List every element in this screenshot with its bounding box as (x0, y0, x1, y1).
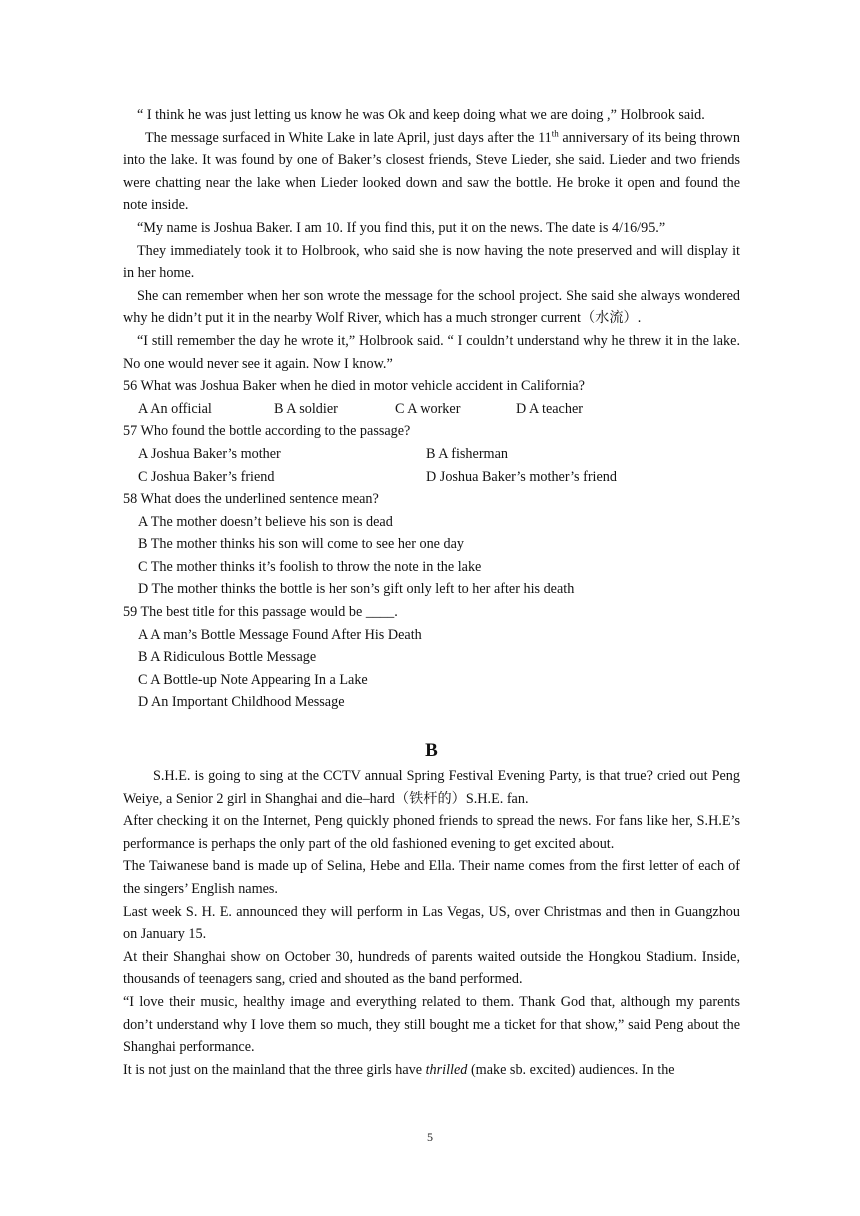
question-stem: 56 What was Joshua Baker when he died in motor vehicle accident in California? (123, 378, 585, 395)
question-options (123, 624, 740, 714)
text-run: (make sb. excited) audiences. In the (467, 1061, 675, 1078)
question-stem: 59 The best title for this passage would be ____. (123, 604, 398, 621)
question-options (123, 511, 740, 601)
italic-term: thrilled (425, 1061, 468, 1078)
option: A The mother doesn’t believe his son is dead (138, 513, 393, 530)
paragraph: At their Shanghai show on October 30, hundreds of parents waited outside the Hongkou Stadium. Inside, thousands of teenagers sang, cried and shouted as the band performed. (123, 948, 740, 988)
option: C The mother thinks it’s foolish to throw the note in the lake (138, 558, 482, 575)
option: C A Bottle-up Note Appearing In a Lake (138, 671, 368, 688)
page-number: 5 (427, 1130, 433, 1144)
paragraph (123, 1059, 740, 1082)
option: D A teacher (516, 400, 583, 417)
paragraph: After checking it on the Internet, Peng quickly phoned friends to spread the news. For fans like her, S.H.E’s performance is perhaps the only part of the old fashioned evening to get excited about. (123, 813, 740, 852)
option: B A fisherman (426, 445, 508, 462)
paragraph: “ I think he was just letting us know he was Ok and keep doing what we are doing ,” Holbrook said. (137, 107, 705, 123)
text-run: anniversary of its being thrown into the lake. It was found by one of Baker’s closest friends, Steve Lieder, she said. Lieder and two friends were chatting near the lake when Lieder looked down and saw the bottle. He broke it open and found the note inside. (123, 129, 740, 214)
text-run: The message surfaced in White Lake in late April, just days after the 11 (145, 129, 552, 146)
option: A A man’s Bottle Message Found After His Death (138, 626, 422, 643)
paragraph: “My name is Joshua Baker. I am 10. If you find this, put it on the news. The date is 4/16/95.” (137, 219, 666, 236)
paragraph: Last week S. H. E. announced they will perform in Las Vegas, US, over Christmas and then in Guangzhou on January 15. (123, 903, 740, 943)
text-run: It is not just on the mainland that the three girls have (123, 1061, 426, 1078)
option: C Joshua Baker’s friend (138, 468, 275, 485)
document-page (123, 104, 740, 1081)
paragraph: “I still remember the day he wrote it,” Holbrook said. “ I couldn’t understand why he threw it in the lake. No one would never see it again. Now I know.” (123, 332, 740, 372)
superscript: th (551, 127, 559, 138)
section-heading: B (425, 740, 438, 762)
paragraph: S.H.E. is going to sing at the CCTV annual Spring Festival Evening Party, is that true? cried out Peng Weiye, a Senior 2 girl in Shanghai and die–hard（铁杆的）S.H.E. fan. (123, 768, 740, 807)
option: D Joshua Baker’s mother’s friend (426, 468, 617, 485)
option: B A Ridiculous Bottle Message (138, 649, 317, 666)
option: A An official (138, 400, 212, 417)
option: A Joshua Baker’s mother (138, 445, 281, 462)
question-options (123, 443, 740, 488)
option: B A soldier (274, 400, 338, 417)
question-options (123, 398, 740, 421)
paragraph: She can remember when her son wrote the message for the school project. She said she always wondered why he didn’t put it in the nearby Wolf River, which has a much stronger current（水流）. (123, 287, 740, 327)
option: D An Important Childhood Message (138, 694, 345, 711)
option: C A worker (395, 400, 461, 417)
option: D The mother thinks the bottle is her son’s gift only left to her after his death (138, 581, 575, 598)
paragraph: The Taiwanese band is made up of Selina, Hebe and Ella. Their name comes from the first letter of each of the singers’ English names. (123, 858, 740, 897)
paragraph: “I love their music, healthy image and everything related to them. Thank God that, although my parents don’t understand why I love them so much, they still bought me a ticket for that show,” said Peng about the Shanghai performance. (123, 993, 740, 1056)
question-stem: 57 Who found the bottle according to the passage? (123, 423, 411, 440)
paragraph: They immediately took it to Holbrook, who said she is now having the note preserved and will display it in her home. (123, 242, 740, 282)
paragraph (123, 127, 740, 217)
question-stem: 58 What does the underlined sentence mean? (123, 491, 379, 508)
option: B The mother thinks his son will come to see her one day (138, 536, 464, 553)
